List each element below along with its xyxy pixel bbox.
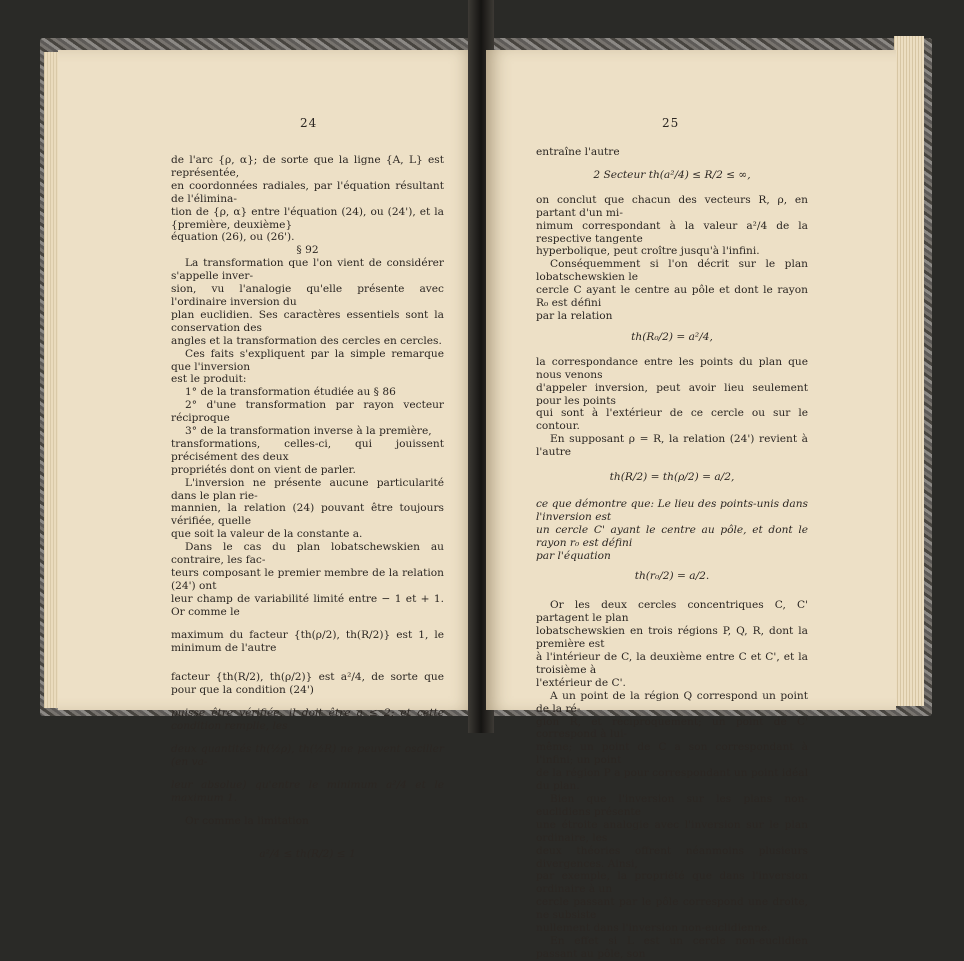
text-line: lobatschewskien en trois régions P, Q, R, dont la première est (536, 625, 808, 651)
text-line: En supposant ρ = R, la relation (24') revient à l'autre (536, 433, 808, 459)
formula: 2 Secteur th(a²/4) ≤ R/2 ≤ ∞, (593, 168, 751, 181)
text-line: maximum du facteur {th(ρ/2), th(R/2)} est 1, le minimum de l'autre (171, 628, 444, 654)
section-heading: § 92 (296, 244, 319, 257)
text-line: équation (26), ou (26'). (171, 231, 295, 244)
text-line: Conséquemment si l'on décrit sur le plan lobatschewskien le (536, 258, 808, 284)
page-number: 24 (300, 116, 318, 130)
text-line: une étroite analogie avec l'inversion sur le plan ordinaire, les (536, 818, 808, 844)
spacer (171, 805, 444, 815)
spacer (171, 619, 444, 629)
text-line: leur absolue) qu'entre le minimum a²/4 et le maximum 1. (171, 778, 444, 804)
text-line: qui sont à l'extérieur de ce cercle ou sur le contour. (536, 407, 808, 433)
formula: th(r₀/2) = a/2. (634, 570, 710, 583)
spacer (171, 769, 444, 779)
text-line: tion de {ρ, α} entre l'équation (24), ou (24'), et la {première, deuxième} (171, 205, 444, 231)
left-page-text (171, 154, 444, 861)
text-line: La transformation que l'on vient de considérer s'appelle inver- (171, 257, 444, 283)
text-line: propriétés dont on vient de parler. (171, 463, 356, 476)
text-line: puisse être vérifiée, il doit être a ≤ 2; et cette condition remplie, les (171, 707, 444, 733)
text-line: cercle passant par le pôle correspond une droite, ne subsiste (536, 896, 808, 922)
text-line: Ces faits s'expliquent par la simple remarque que l'inversion (171, 347, 444, 373)
text-line: que soit la valeur de la constante a. (171, 528, 363, 541)
left-page (58, 50, 476, 860)
text-line: par la relation (536, 309, 613, 322)
text-line: Bien que l'inversion sur les plans non-euclidiens présente (536, 792, 808, 818)
text-line: en coordonnées radiales, par l'équation résultant de l'élimina- (171, 179, 444, 205)
text-line: de la région P a pour correspondant un point idéal du plan. (536, 767, 808, 793)
formula: th(R₀/2) = a²/4, (631, 330, 713, 343)
formula: th(R/2) = th(ρ/2) = a/2, (609, 471, 735, 484)
text-line: on conclut que chacun des vecteurs R, ρ, en partant d'un mi- (536, 193, 808, 219)
text-line: ce que démontre que: Le lieu des points-unis dans l'inversion est (536, 497, 808, 523)
text-line: par exemple, la propriété que dans l'inversion ordinaire à un (536, 870, 808, 896)
text-line: A un point de la région Q correspond un point de la ré- (536, 689, 808, 715)
text-line: par l'équation (536, 549, 611, 562)
text-line: hyperbolique, peut croître jusqu'à l'infini. (536, 245, 760, 258)
text-line: transformations, celles-ci, qui jouissent précisément des deux (171, 437, 444, 463)
spacer (171, 697, 444, 707)
text-line: nullement dans l'inversion non-euclidienne. (536, 922, 771, 935)
text-line: sion, vu l'analogie qu'elle présente avec l'ordinaire inversion du (171, 283, 444, 308)
page-number: 25 (662, 116, 680, 130)
text-line: L'inversion ne présente aucune particularité dans le plan rie- (171, 476, 444, 502)
text-line: la correspondance entre les points du plan que nous venons (536, 355, 808, 381)
text-line: de l'arc {ρ, α}; de sorte que la ligne {A, L} est représentée, (171, 154, 444, 179)
text-line: 1° de la transformation étudiée au § 86 (185, 386, 396, 399)
text-line: teurs composant le premier membre de la relation (24') ont (171, 567, 444, 592)
text-line: Or comme la limitation (185, 814, 309, 827)
spacer (171, 733, 444, 743)
text-line: un cercle C' ayant le centre au pôle, et dont le rayon r₀ est défini (536, 523, 808, 549)
text-line: entraîne l'autre (536, 146, 620, 158)
text-line: leur champ de variabilité limité entre − 1 et + 1. Or comme le (171, 592, 444, 618)
text-line: nimum correspondant à la valeur a²/4 de la respective tangente (536, 219, 808, 245)
right-page-text (536, 146, 808, 961)
text-line: angles et la transformation des cercles en cercles. (171, 334, 442, 347)
text-line: gion R, et réciproquement; un point de C' correspond à lui- (536, 715, 808, 741)
text-line: facteur {th(R/2), th(ρ/2)} est a²/4, de sorte que pour que la condition (24') (171, 671, 444, 697)
text-line: plan euclidien. Ses caractères essentiels sont la conservation des (171, 308, 444, 334)
text-line: même; un point de C a son correspondant à l'infini; un point (536, 741, 808, 767)
text-line: 2° d'une transformation par rayon vecteur réciproque (171, 399, 444, 425)
spacer (171, 654, 444, 671)
right-page (486, 50, 896, 960)
text-line: En effet si L est un cercle non-euclidien passant au pôle, son (536, 934, 808, 960)
text-line: d'appeler inversion, peut avoir lieu seulement pour les points (536, 381, 808, 407)
text-line: mannien, la relation (24) pouvant être toujours vérifiée, quelle (171, 502, 444, 528)
text-line: deux théories offrent néanmoins plusieurs divergences. Ainsi, (536, 844, 808, 870)
text-line: 3° de la transformation inverse à la première, (185, 425, 432, 438)
text-line: l'extérieur de C'. (536, 676, 626, 689)
text-line: Dans le cas du plan lobatschewskien au contraire, les fac- (171, 541, 444, 567)
formula: a²/4 ≤ th(R/2) ≤ 1 (259, 847, 356, 860)
text-line: cercle C ayant le centre au pôle et dont le rayon R₀ est défini (536, 284, 808, 310)
text-line: deux quantités th(½ρ), th(½R) ne peuvent osciller (en va- (171, 743, 444, 768)
text-line: est le produit: (171, 373, 247, 386)
text-line: à l'intérieur de C, la deuxième entre C et C', et la troisième à (536, 651, 808, 676)
right-page-edges (894, 36, 924, 706)
text-line: Or les deux cercles concentriques C, C' partagent le plan (536, 599, 808, 625)
